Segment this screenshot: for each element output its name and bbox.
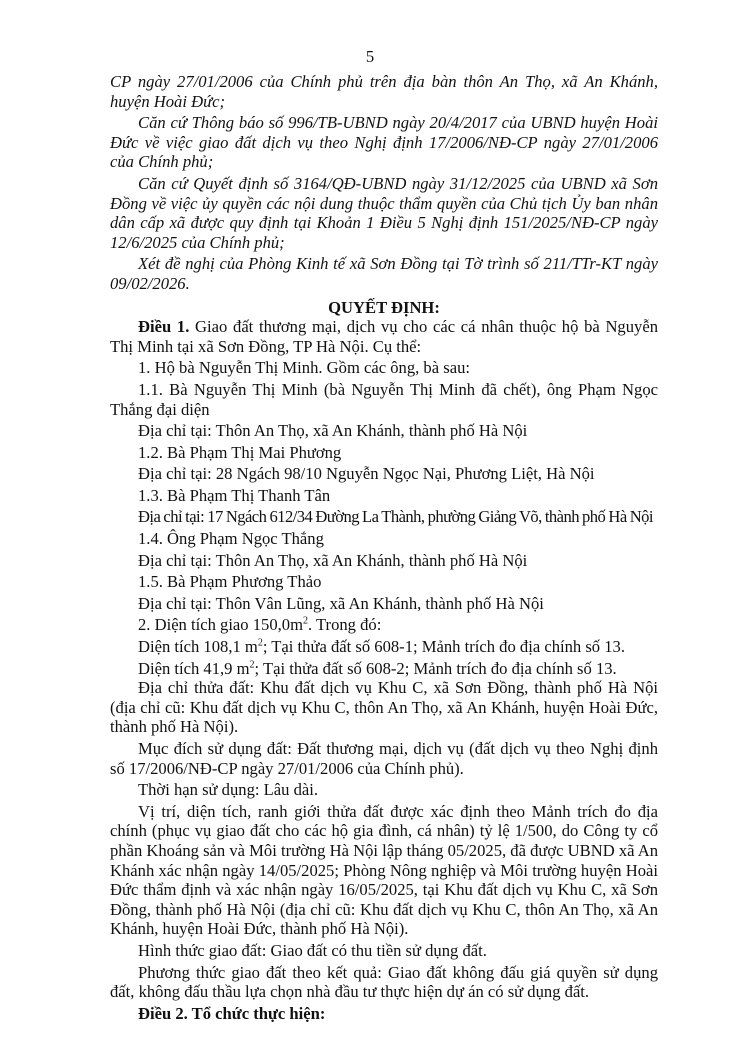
member-1-1-address: Địa chỉ tại: Thôn An Thọ, xã An Khánh, thành phố Hà Nội: [138, 421, 528, 441]
article-1-text: Giao đất thương mại, dịch vụ cho các cá nhân thuộc hộ bà Nguyễn Thị Minh tại xã Sơn Đồng, TP Hà Nội. Cụ thể:: [110, 317, 658, 356]
article-1-label: Điều 1.: [138, 317, 190, 337]
land-use-purpose: Mục đích sử dụng đất: Đất thương mại, dịch vụ (đất dịch vụ theo Nghị định số 17/2006/NĐ-CP ngày 27/01/2006 của Chính phủ).: [110, 739, 658, 778]
member-1-1: 1.1. Bà Nguyễn Thị Minh (bà Nguyễn Thị Minh đã chết), ông Phạm Ngọc Thắng đại diện: [110, 379, 658, 419]
page-number: 5: [365, 47, 375, 66]
household-heading: 1. Hộ bà Nguyễn Thị Minh. Gồm các ông, bà sau:: [138, 358, 470, 378]
land-address: Địa chỉ thửa đất: Khu đất dịch vụ Khu C, xã Sơn Đồng, thành phố Hà Nội (địa chỉ cũ: Khu đất dịch vụ Khu C, thôn An Thọ, xã An Khánh, huyện Hoài Đức, thành phố Hà Nội).: [110, 678, 658, 737]
preamble-continuation: CP ngày 27/01/2006 của Chính phủ trên địa bàn thôn An Thọ, xã An Khánh, huyện Hoài Đức;: [110, 72, 658, 111]
plot-608-1: Diện tích 108,1 $m^2$; Tại thửa đất số 608-1; Mảnh trích đo địa chính số 13.: [138, 637, 625, 657]
member-1-5-address: Địa chỉ tại: Thôn Vân Lũng, xã An Khánh, thành phố Hà Nội: [138, 593, 544, 613]
decision-title: QUYẾT ĐỊNH:: [328, 297, 440, 317]
member-1-3-address: Địa chỉ tại: 17 Ngách 612/34 Đường La Thành, phường Giảng Võ, thành phố Hà Nội: [138, 507, 653, 527]
member-1-3: 1.3. Bà Phạm Thị Thanh Tân: [138, 485, 331, 505]
article-1-intro: [110, 317, 658, 356]
allocated-area: 2. Diện tích giao $150,0m^2$. Trong đó:: [138, 615, 382, 635]
member-1-4: 1.4. Ông Phạm Ngọc Thắng: [138, 529, 324, 549]
member-1-5: 1.5. Bà Phạm Phương Thảo: [138, 572, 322, 592]
allocation-method: Phương thức giao đất theo kết quả: Giao đất không đấu giá quyền sử dụng đất, không đấu thầu lựa chọn nhà đầu tư thực hiện dự án có sử dụng đất.: [110, 962, 658, 1002]
member-1-2-address: Địa chỉ tại: 28 Ngách 98/10 Nguyễn Ngọc Nại, Phương Liệt, Hà Nội: [138, 464, 595, 484]
plot-608-2: Diện tích 41,9 $m^2$; Tại thửa đất số 608-2; Mảnh trích đo địa chính số 13.: [138, 658, 617, 678]
land-use-duration: Thời hạn sử dụng: Lâu dài.: [138, 780, 318, 800]
proposal-statement: Xét đề nghị của Phòng Kinh tế xã Sơn Đồng tại Tờ trình số 211/TTr-KT ngày 09/02/2026.: [110, 254, 658, 293]
legal-basis-notice-996: Căn cứ Thông báo số 996/TB-UBND ngày 20/4/2017 của UBND huyện Hoài Đức về việc giao đất dịch vụ theo Nghị định 17/2006/NĐ-CP ngày 27/01/2006 của Chính phủ;: [110, 113, 658, 172]
member-1-4-address: Địa chỉ tại: Thôn An Thọ, xã An Khánh, thành phố Hà Nội: [138, 550, 528, 570]
member-1-2: 1.2. Bà Phạm Thị Mai Phương: [138, 442, 342, 462]
land-location-boundary: Vị trí, diện tích, ranh giới thửa đất được xác định theo Mảnh trích đo địa chính (phục vụ giao đất cho các hộ gia đình, cá nhân) tỷ lệ 1/500, do Công ty cổ phần Khoáng sản và Môi trường Hà Nội lập tháng 05/2025, đã được UBND xã An Khánh xác nhận ngày 14/05/2025; Phòng Nông nghiệp và Môi trường huyện Hoài Đức thẩm định và xác nhận ngày 16/05/2025, tại Khu đất dịch vụ Khu C, xã Sơn Đồng, thành phố Hà Nội (địa chỉ cũ: Khu đất dịch vụ Khu C, thôn An Thọ, xã An Khánh, huyện Hoài Đức, thành phố Hà Nội).: [110, 801, 659, 939]
document-body: [110, 72, 658, 1023]
legal-basis-decision-3164: Căn cứ Quyết định số 3164/QĐ-UBND ngày 31/12/2025 của UBND xã Sơn Đồng về việc ủy quyền các nội dung thuộc thẩm quyền của Chủ tịch Ủy ban nhân dân cấp xã được quy định tại Khoản 1 Điều 5 Nghị định 151/2025/NĐ-CP ngày 12/6/2025 của Chính phủ;: [110, 173, 658, 252]
allocation-form: Hình thức giao đất: Giao đất có thu tiền sử dụng đất.: [138, 940, 487, 960]
article-2-heading: Điều 2. Tổ chức thực hiện:: [138, 1003, 326, 1023]
